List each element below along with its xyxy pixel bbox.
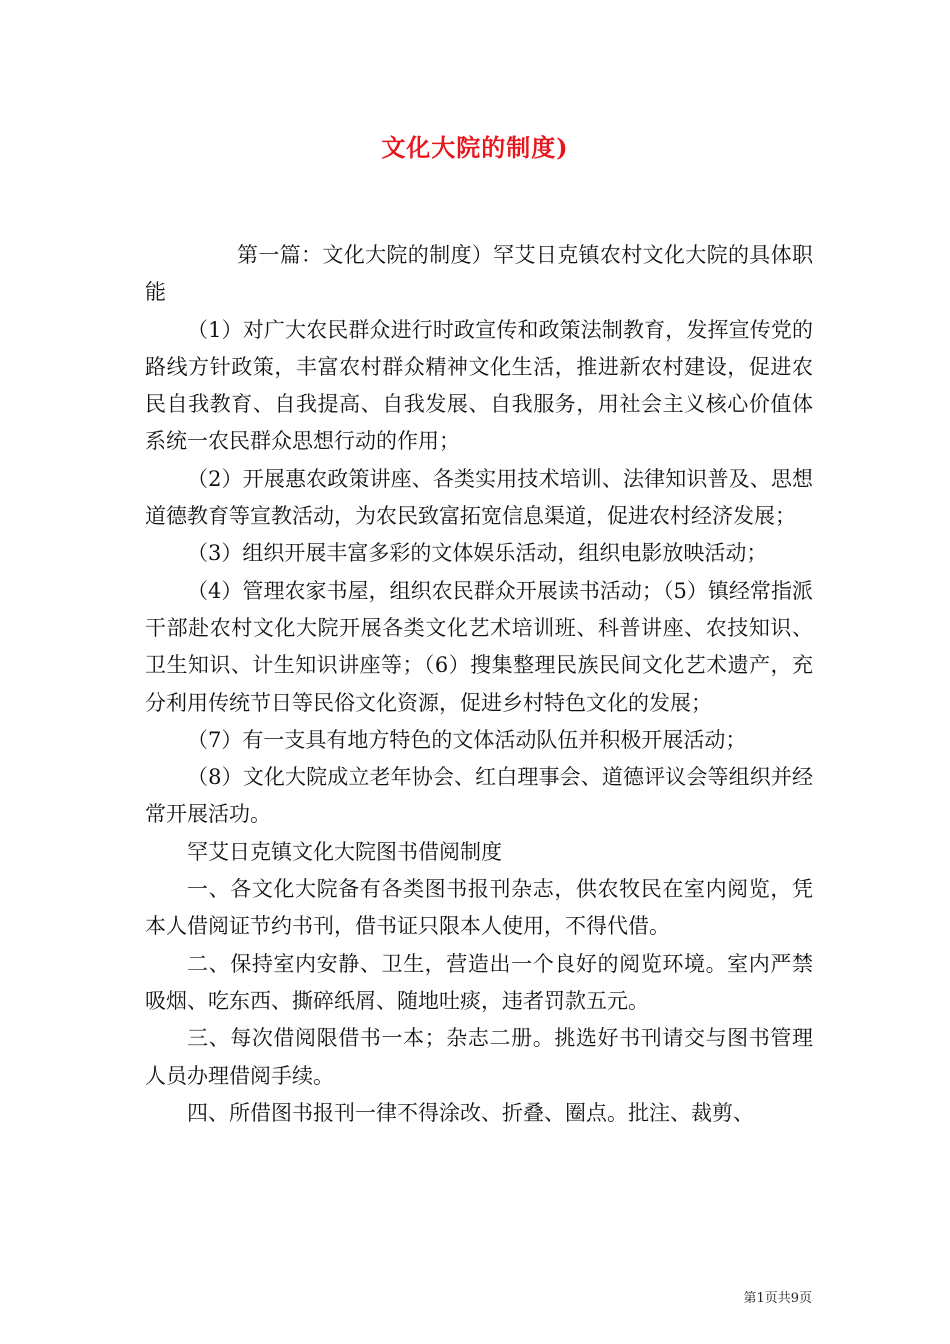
paragraph-heading: 第一篇：文化大院的制度）罕艾日克镇农村文化大院的具体职能 [145, 243, 813, 305]
section-heading: 罕艾日克镇文化大院图书借阅制度 [187, 839, 502, 864]
paragraph: 三、每次借阅限借书一本；杂志二册。挑选好书刊请交与图书管理人员办理借阅手续。 [145, 1026, 813, 1088]
paragraph: （7）有一支具有地方特色的文体活动队伍并积极开展活动； [187, 727, 747, 752]
paragraph: （1）对广大农民群众进行时政宣传和政策法制教育，发挥宣传党的路线方针政策，丰富农村群众精神文化生活，推进新农村建设，促进农民自我教育、自我提高、自我发展、自我服务，用社会主义核心价值体系统一农民群众思想行动的作用； [145, 317, 813, 454]
paragraph: 四、所借图书报刊一律不得涂改、折叠、圈点。批注、裁剪、 [187, 1100, 754, 1125]
paragraph: 二、保持室内安静、卫生，营造出一个良好的阅览环境。室内严禁吸烟、吃东西、撕碎纸屑、随地吐痰，违者罚款五元。 [145, 951, 813, 1013]
paragraph: 一、各文化大院备有各类图书报刊杂志，供农牧民在室内阅览，凭本人借阅证节约书刊，借书证只限本人使用，不得代借。 [145, 877, 813, 939]
paragraph: （4）管理农家书屋，组织农民群众开展读书活动；（5）镇经常指派干部赴农村文化大院开展各类文化艺术培训班、科普讲座、农技知识、卫生知识、计生知识讲座等；（6）搜集整理民族民间文化艺术遗产，充分利用传统节日等民俗文化资源，促进乡村特色文化的发展； [145, 578, 813, 715]
paragraph: （2）开展惠农政策讲座、各类实用技术培训、法律知识普及、思想道德教育等宣教活动，为农民致富拓宽信息渠道，促进农村经济发展； [145, 466, 813, 529]
document-body [145, 237, 813, 1132]
paragraph: （8）文化大院成立老年协会、红白理事会、道德评议会等组织并经常开展活功。 [145, 765, 813, 827]
page-number: 第1页共9页 [743, 1291, 812, 1306]
paragraph: （3）组织开展丰富多彩的文体娱乐活动，组织电影放映活动； [187, 541, 768, 566]
document-title: 文化大院的制度) [381, 133, 569, 162]
